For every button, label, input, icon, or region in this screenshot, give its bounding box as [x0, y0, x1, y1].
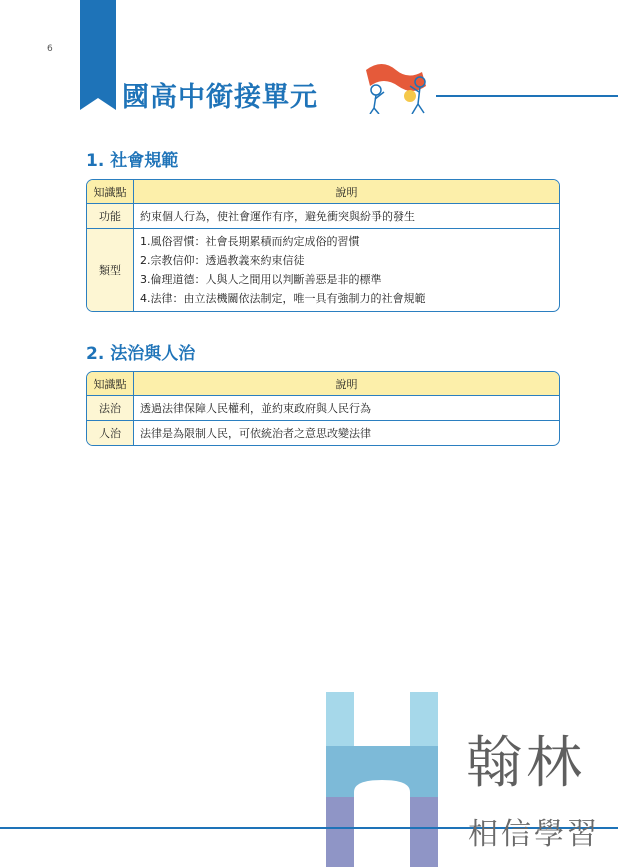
list-item: 4.法律：由立法機關依法制定，唯一具有強制力的社會規範: [140, 292, 426, 305]
section-title-rule-of-law: 2. 法治與人治: [86, 344, 196, 364]
tab-ribbon-decoration: [80, 0, 116, 110]
column-header-value: 說明: [134, 180, 560, 204]
brand-slogan: 相信學習: [468, 817, 600, 852]
table-row: [87, 396, 559, 421]
row-key-rule-of-law: 法治: [87, 396, 134, 421]
column-header-key: 知識點: [87, 372, 134, 396]
page-number: 6: [47, 44, 53, 54]
list-item: 3.倫理道德：人與人之間用以判斷善惡是非的標準: [140, 273, 382, 286]
tug-of-war-illustration-icon: [362, 56, 434, 114]
table-header-row: [87, 180, 559, 204]
table-row: [87, 204, 559, 229]
list-item: 1.風俗習慣：社會長期累積而約定成俗的習慣: [140, 235, 360, 248]
norm-types-list: [140, 232, 559, 308]
column-header-value: 說明: [134, 372, 560, 396]
row-value-function: 約束個人行為，使社會運作有序，避免衝突與紛爭的發生: [134, 204, 560, 229]
page-title: 國高中銜接單元: [122, 82, 318, 113]
header-divider: [436, 95, 618, 97]
table-header-row: [87, 372, 559, 396]
row-value-rule-of-law: 透過法律保障人民權利，並約束政府與人民行為: [134, 396, 560, 421]
row-key-function: 功能: [87, 204, 134, 229]
section-title-social-norms: 1. 社會規範: [86, 151, 179, 171]
table-row: [87, 229, 559, 312]
list-item: 2.宗教信仰：透過教義來約束信徒: [140, 254, 305, 267]
row-key-types: 類型: [87, 229, 134, 312]
row-value-types: [134, 229, 560, 312]
column-header-key: 知識點: [87, 180, 134, 204]
social-norms-table: [86, 179, 560, 312]
row-key-rule-of-man: 人治: [87, 421, 134, 446]
h-logo-icon: [326, 692, 438, 867]
table-row: [87, 421, 559, 446]
brand-name: 翰林: [466, 731, 586, 796]
row-value-rule-of-man: 法律是為限制人民，可依統治者之意思改變法律: [140, 427, 371, 440]
rule-of-law-table: [86, 371, 560, 446]
